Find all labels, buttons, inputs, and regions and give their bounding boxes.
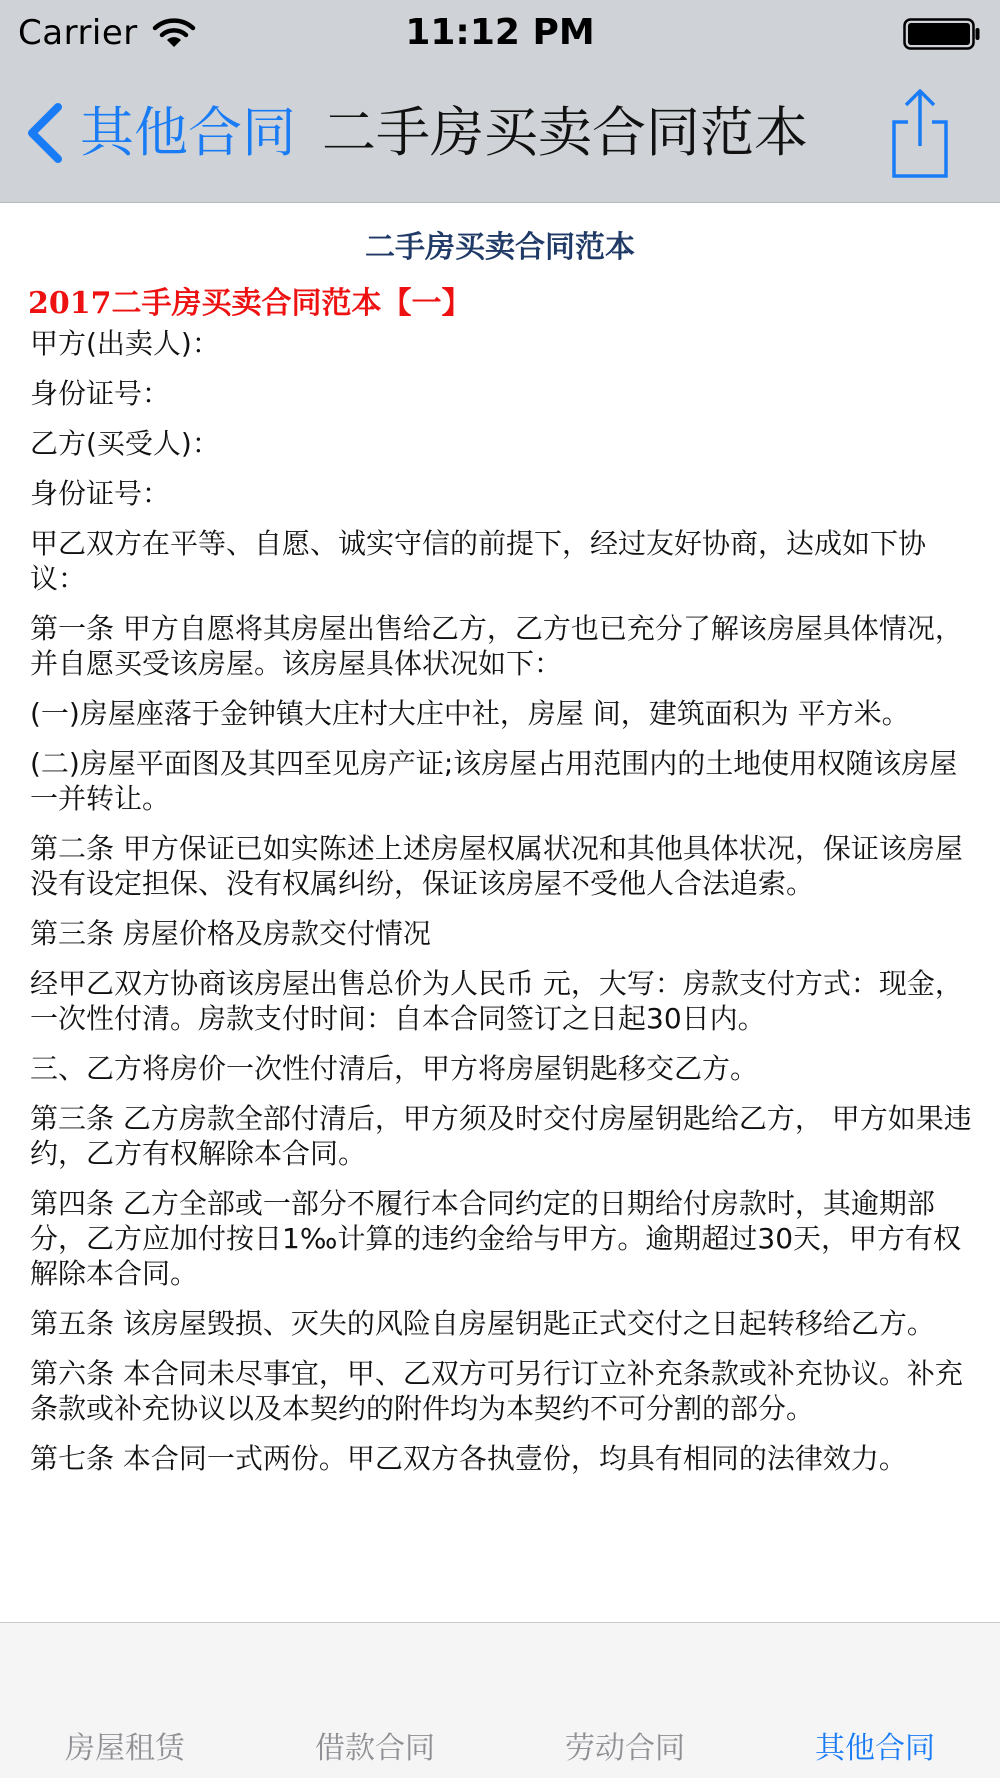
back-button-label: 其他合同 bbox=[80, 101, 296, 164]
carrier-label: Carrier bbox=[18, 13, 138, 53]
article-content[interactable] bbox=[0, 204, 1000, 1622]
tab-labor-contract[interactable]: 劳动合同 bbox=[565, 1731, 685, 1766]
tab-house-rental[interactable]: 房屋租赁 bbox=[65, 1731, 185, 1766]
paragraph: 第四条 乙方全部或一部分不履行本合同约定的日期给付房款时，其逾期部分，乙方应加付按日1‰计算的违约金给与甲方。逾期超过30天，甲方有权解除本合同。 bbox=[30, 1187, 962, 1290]
paragraph: (一)房屋座落于金钟镇大庄村大庄中社，房屋 间，建筑面积为 平方米。 bbox=[30, 697, 910, 730]
paragraph-list bbox=[30, 326, 975, 1491]
paragraph: 第三条 乙方房款全部付清后，甲方须及时交付房屋钥匙给乙方， 甲方如果违约，乙方有权解除本合同。 bbox=[30, 1102, 972, 1170]
status-time: 11:12 PM bbox=[405, 12, 595, 53]
paragraph: 甲方(出卖人)： bbox=[30, 327, 220, 360]
back-button[interactable] bbox=[22, 96, 296, 170]
chevron-left-icon bbox=[22, 101, 66, 165]
paragraph: 身份证号： bbox=[30, 377, 171, 410]
share-icon[interactable] bbox=[886, 86, 954, 180]
top-area bbox=[0, 0, 1000, 203]
paragraph: 第二条 甲方保证已如实陈述上述房屋权属状况和其他具体状况，保证该房屋没有设定担保、没有权属纠纷，保证该房屋不受他人合法追索。 bbox=[30, 832, 963, 900]
page-title: 二手房买卖合同范本 bbox=[322, 101, 808, 164]
paragraph: 第七条 本合同一式两份。甲乙双方各执壹份，均具有相同的法律效力。 bbox=[30, 1442, 907, 1475]
paragraph: 经甲乙双方协商该房屋出售总价为人民币 元，大写：房款支付方式：现金，一次性付清。房款支付时间：自本合同签订之日起30日内。 bbox=[30, 967, 963, 1035]
paragraph: 第三条 房屋价格及房款交付情况 bbox=[30, 917, 431, 950]
paragraph: 身份证号： bbox=[30, 477, 171, 510]
paragraph: 三、乙方将房价一次性付清后，甲方将房屋钥匙移交乙方。 bbox=[30, 1052, 759, 1085]
tab-loan-contract[interactable]: 借款合同 bbox=[315, 1731, 435, 1766]
battery-icon bbox=[903, 18, 981, 50]
paragraph: 甲乙双方在平等、自愿、诚实守信的前提下，经过友好协商，达成如下协议： bbox=[30, 527, 927, 595]
document-title: 二手房买卖合同范本 bbox=[365, 230, 635, 265]
paragraph: 第六条 本合同未尽事宜，甲、乙双方可另行订立补充条款或补充协议。补充条款或补充协议以及本契约的附件均为本契约不可分割的部分。 bbox=[30, 1357, 963, 1425]
tab-bar bbox=[0, 1622, 1000, 1778]
paragraph: (二)房屋平面图及其四至见房产证;该房屋占用范围内的土地使用权随该房屋一并转让。 bbox=[30, 747, 958, 815]
section-title: 2017二手房买卖合同范本【一】 bbox=[28, 286, 472, 321]
paragraph: 第一条 甲方自愿将其房屋出售给乙方，乙方也已充分了解该房屋具体情况，并自愿买受该房屋。该房屋具体状况如下： bbox=[30, 612, 963, 680]
status-bar bbox=[0, 0, 1000, 66]
tab-other-contracts[interactable]: 其他合同 bbox=[815, 1731, 935, 1766]
paragraph: 乙方(买受人)： bbox=[30, 427, 220, 460]
navigation-bar bbox=[0, 66, 1000, 202]
paragraph: 第五条 该房屋毁损、灭失的风险自房屋钥匙正式交付之日起转移给乙方。 bbox=[30, 1307, 935, 1340]
